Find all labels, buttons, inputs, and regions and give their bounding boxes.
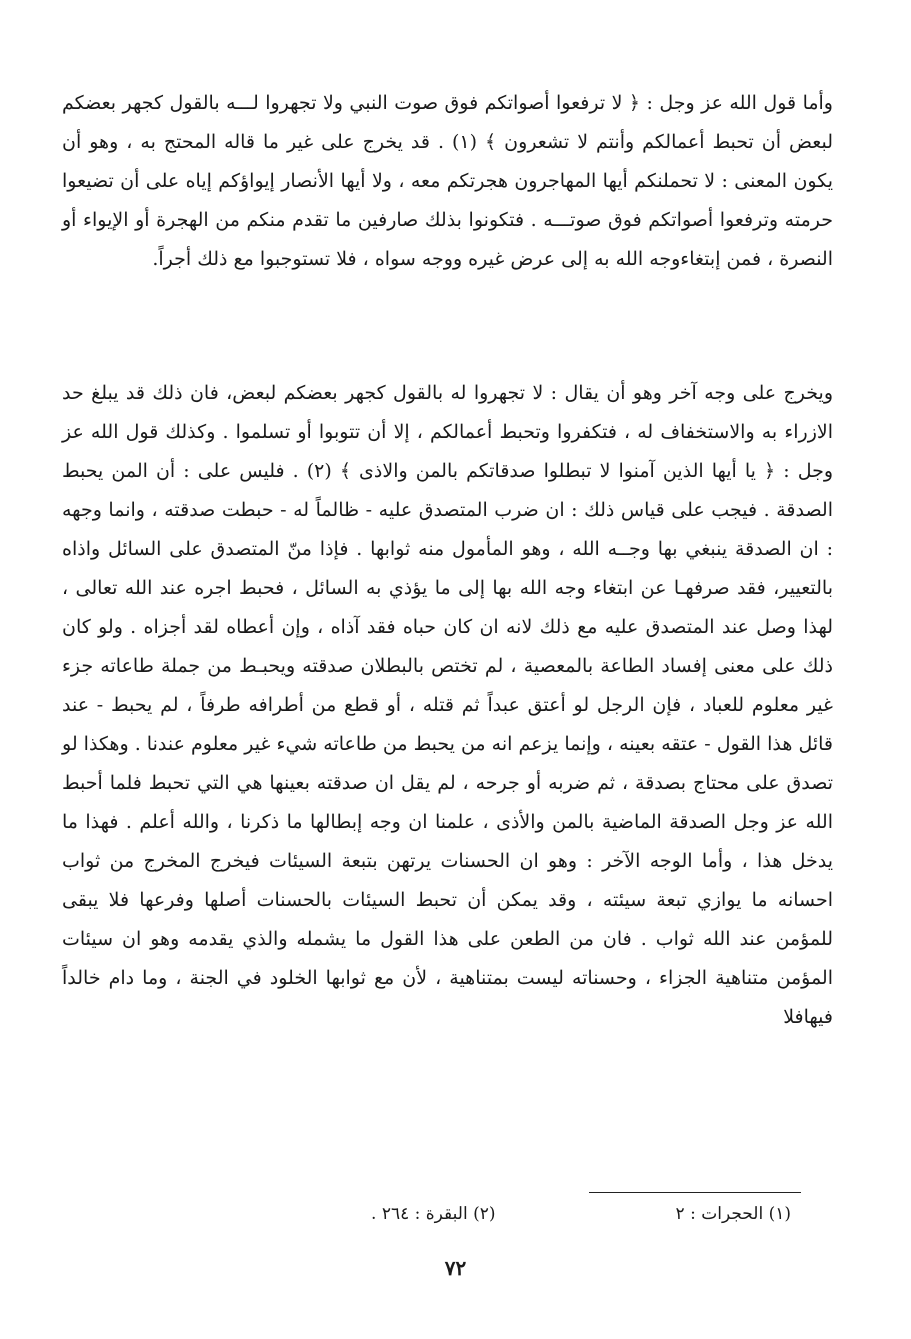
paragraph-2: ويخرج على وجه آخر وهو أن يقال : لا تجهروا له بالقول كجهر بعضكم لبعض، فان ذلك قد يبلغ حد الازراء به والاستخفاف له ، فتكفروا وتحبط أعمالكم ، إلا أن تتوبوا أو تسلموا . وكذلك قول الله عز وجل : ﴿ يا أيها الذين آمنوا لا تبطلوا صدقاتكم بالمن والاذى ﴾ (٢) . فليس على : أن المن يحبط الصدقة . فيجب على قياس ذلك : ان ضرب المتصدق عليه - ظالماً له - حبطت صدقته ، وانما وجهه : ان الصدقة ينبغي بها وجــه الله ، وهو المأمول منه ثوابها . فإذا منّ المتصدق على السائل واذاه بالتعيير، فقد صرفهـا عن ابتغاء وجه الله بها إلى ما يؤذي به السائل ، فحبط اجره عند الله تعالى ، لهذا وصل عند المتصدق عليه مع ذلك لانه ان كان حباه فقد آذاه ، وإن أعطاه لقد أجزاه . ولو كان ذلك على معنى إفساد الطاعة بالمعصية ، لم تختص بالبطلان صدقته ويحبـط من جملة طاعاته جزء غير معلوم للعباد ، فإن الرجل لو أعتق عبداً ثم قتله ، أو قطع من أطرافه طرفاً ، لم يحبط - عند قائل هذا القول - عتقه بعينه ، وإنما يزعم انه من يحبط من طاعاته شيء غير معلوم عندنا . وهكذا لو تصدق على محتاج بصدقة ، ثم ضربه أو جرحه ، لم يقل ان صدقته بعينها هي التي تحبط فلما أحبط الله عز وجل الصدقة الماضية بالمن والأذى ، علمنا ان وجه إبطالها ما ذكرنا ، والله أعلم . فهذا ما يدخل هذا ، وأما الوجه الآخر : وهو ان الحسنات يرتهن بتبعة السيئات فيخرج المخرج من ثواب احسانه ما يوازي تبعة سيئته ، وقد يمكن أن تحبط السيئات بالحسنات أصلها وفرعها فلا يبقى للمؤمن عند الله ثواب . فان من الطعن على هذا القول ما يشمله والذي يقدمه وهو ان سيئات المؤمن متناهية الجزاء ، وحسناته ليست بمتناهية ، لأن مع ثوابها الخلود في الجنة ، وما دام خالداً فيهافلا [62,382,833,1028]
footnotes [371,1200,791,1228]
page-number: ٧٢ [444,1256,467,1280]
footnote-1: (١) الحجرات : ٢ [675,1204,791,1224]
footnote-2: (٢) البقرة : ٢٦٤ . [371,1204,496,1224]
paragraph-1: وأما قول الله عز وجل : ﴿ لا ترفعوا أصواتكم فوق صوت النبي ولا تجهروا لـــه بالقول كجهر بعضكم لبعض أن تحبط أعمالكم وأنتم لا تشعرون ﴾ (١) . قد يخرج على غير ما قاله المحتج به ، وهو أن يكون المعنى : لا تحملنكم أيها المهاجرون هجرتكم معه ، ولا أيها الأنصار إيواؤكم إياه على أن تضيعوا حرمته وترفعوا أصواتكم فوق صوتـــه . فتكونوا بذلك صارفين ما تقدم منكم من الهجرة أو الإيواء أو النصرة ، فمن إبتغاءوجه الله به إلى عرض غيره ووجه سواه ، فلا تستوجبوا مع ذلك أجراً. [62,92,833,270]
footnote-separator [589,1192,801,1193]
